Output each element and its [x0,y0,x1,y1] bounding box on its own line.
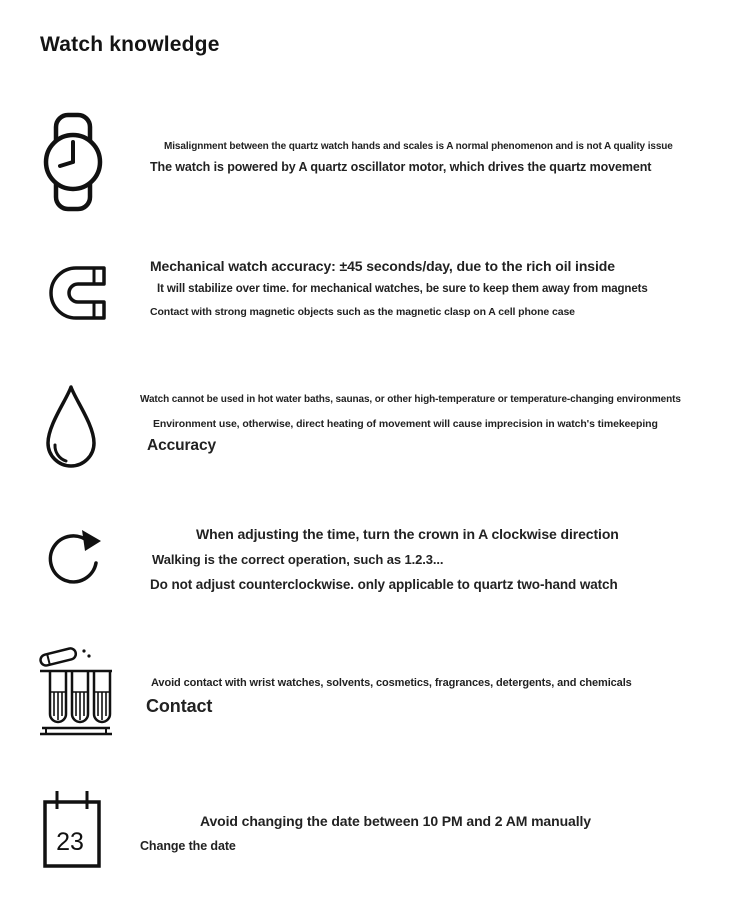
section-text [148,141,673,174]
info-line: It will stabilize over time. for mechanical watches, be sure to keep them away from magnets [157,283,648,295]
info-line: Walking is the correct operation, such as 1.2.3... [152,552,444,567]
test-tubes-icon [38,644,114,740]
section-heading: Contact [146,696,213,716]
info-line: Watch cannot be used in hot water baths, saunas, or other high-temperature or temperature-changing environments [140,394,681,405]
info-line: Environment use, otherwise, direct heating of movement will cause imprecision in watch's timekeeping [153,418,658,430]
info-line: Do not adjust counterclockwise. only applicable to quartz two-hand watch [150,577,618,592]
calendar-icon [42,788,102,870]
section-text [150,526,619,592]
watch-icon [42,112,104,212]
info-line: Mechanical watch accuracy: ±45 seconds/day, due to the rich oil inside [150,258,615,274]
info-line: Change the date [140,839,236,853]
magnet-icon [42,262,108,324]
info-line: Misalignment between the quartz watch hands and scales is A normal phenomenon and is not A quality issue [164,141,673,152]
info-line: Contact with strong magnetic objects such as the magnetic clasp on A cell phone case [150,306,575,318]
section-text [140,394,681,455]
calendar-day: 23 [56,828,84,856]
info-line: Avoid contact with wrist watches, solvents, cosmetics, fragrances, detergents, and chemicals [151,677,632,689]
info-line: When adjusting the time, turn the crown in A clockwise direction [196,526,619,542]
section-text [140,813,591,853]
rotate-arrow-icon [42,520,104,592]
water-drop-icon [40,383,102,471]
info-line: Avoid changing the date between 10 PM and 2 AM manually [200,813,591,829]
info-line: The watch is powered by A quartz oscillator motor, which drives the quartz movement [150,160,652,174]
page-title: Watch knowledge [40,33,220,56]
section-heading: Accuracy [147,437,216,454]
section-text [150,258,648,318]
section-text [146,677,632,717]
